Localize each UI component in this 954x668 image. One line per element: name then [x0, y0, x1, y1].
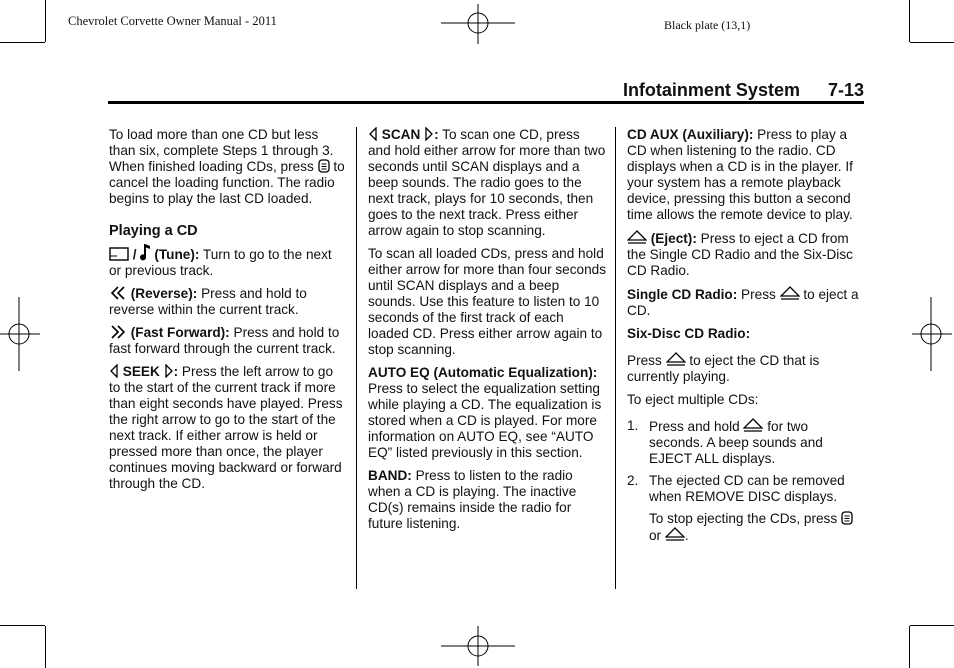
- text: To load more than one CD but less than six, complete Steps 1 through 3. When finished loading CDs, press: [109, 127, 334, 174]
- text: To stop ejecting the CDs, press: [649, 511, 838, 526]
- fast-forward-icon: [109, 325, 127, 339]
- six-disc-heading: Six-Disc CD Radio:: [627, 326, 751, 341]
- load-button-icon: [841, 511, 853, 525]
- autoeq-label: AUTO EQ (Automatic Equalization):: [368, 365, 598, 380]
- text: Press and hold: [649, 419, 740, 434]
- text: to cancel the loading function. The radio begins to play the last CD loaded.: [109, 159, 345, 206]
- eject-icon: [627, 230, 647, 245]
- paragraph: To scan all loaded CDs, press and hold either arrow for more than four seconds until SCAN displays and a beep sounds. Use this feature to listen to 10 seconds of the first track of each loaded CD. Press either arrow again to stop scanning.: [368, 246, 607, 357]
- scan-label: SCAN: [381, 127, 421, 142]
- music-note-icon: [137, 243, 151, 261]
- text: Press the left arrow to go to the start of the current track if more than eight seconds have played. Press the right arrow to go to the start of the next track. If either arrow is held or pressed more than once, the player continues moving backward or forward through the CD.: [109, 364, 343, 491]
- paragraph: [109, 127, 347, 207]
- paragraph: [627, 511, 864, 544]
- paragraph: [627, 230, 864, 279]
- step-number: 2.: [627, 473, 639, 488]
- eject-icon: [666, 352, 686, 367]
- paragraph: [109, 325, 347, 357]
- paragraph: To eject multiple CDs:: [627, 392, 759, 407]
- colon: :: [173, 364, 179, 379]
- text: Turn to go to the next or previous track.: [109, 247, 332, 278]
- section-header: [600, 80, 864, 101]
- text: Press: [627, 353, 662, 368]
- text: for two seconds. A beep sounds and EJECT ALL displays.: [649, 419, 823, 466]
- section-title: Infotainment System: [622, 80, 800, 100]
- registration-mark: [441, 4, 515, 44]
- crop-mark: [910, 625, 954, 626]
- seek-right-arrow-icon: [164, 364, 174, 378]
- registration-mark: [441, 626, 515, 666]
- crop-mark: [0, 625, 45, 626]
- band-label: BAND:: [368, 468, 412, 483]
- text: Press: [741, 287, 776, 302]
- crop-mark: [909, 0, 910, 42]
- cdaux-label: CD AUX (Auxiliary):: [627, 127, 754, 142]
- eject-steps-list: [627, 418, 864, 505]
- tune-square-icon: [109, 247, 129, 261]
- text: or: [649, 528, 662, 543]
- crop-mark: [909, 626, 910, 668]
- scan-left-arrow-icon: [368, 127, 378, 141]
- crop-mark: [0, 42, 45, 43]
- paragraph: [627, 127, 864, 223]
- list-item: [627, 473, 864, 505]
- page-number: 7-13: [827, 80, 864, 100]
- column-divider: [356, 127, 357, 589]
- paragraph: / (Tune): Turn to go to the next or previous track.: [109, 243, 347, 279]
- header-rule: [108, 101, 864, 104]
- seek-label: SEEK: [122, 364, 160, 379]
- crop-mark: [910, 42, 954, 43]
- reverse-icon: [109, 286, 127, 300]
- crop-mark: [45, 626, 46, 668]
- text: Press to listen to the radio when a CD is playing. The inactive CD(s) remains inside the radio for future listening.: [368, 468, 577, 531]
- column-3: [627, 127, 864, 551]
- paragraph: [368, 365, 606, 461]
- tune-label: (Tune):: [154, 247, 200, 262]
- text: .: [684, 528, 689, 543]
- column-2: [368, 127, 606, 539]
- colon: :: [434, 127, 439, 142]
- text: to eject the CD that is currently playing.: [627, 353, 820, 384]
- paragraph: [109, 286, 347, 318]
- playing-heading: Playing a CD: [109, 223, 198, 239]
- step-text: [649, 418, 864, 467]
- eject-icon: [665, 527, 685, 542]
- paragraph: [109, 364, 347, 492]
- registration-mark: [0, 297, 40, 371]
- plate-label: Black plate (13,1): [664, 18, 751, 32]
- single-cd-label: Single CD Radio:: [627, 287, 738, 302]
- text: Press to play a CD when listening to the radio. CD displays when a CD is in the player. If your system has a remote playback device, pressing this button a second time allows the remote device to play.: [627, 127, 853, 222]
- text: Press and hold to reverse within the current track.: [109, 286, 307, 317]
- load-button-icon: [318, 159, 330, 173]
- list-item: [627, 418, 864, 467]
- paragraph: [627, 352, 864, 385]
- paragraph: [627, 286, 864, 319]
- step-text: The ejected CD can be removed when REMOVE DISC displays.: [649, 473, 845, 504]
- paragraph: [368, 127, 606, 239]
- paragraph: [368, 468, 606, 532]
- scan-right-arrow-icon: [424, 127, 434, 141]
- column-divider: [615, 127, 616, 589]
- text: Press and hold to fast forward through the current track.: [109, 325, 340, 356]
- crop-mark: [45, 0, 46, 42]
- reverse-label: (Reverse):: [130, 286, 198, 301]
- text: Press to eject a CD from the Single CD Radio and the Six-Disc CD Radio.: [627, 231, 853, 278]
- eject-icon: [743, 418, 763, 433]
- column-1: [109, 127, 347, 499]
- manual-title: Chevrolet Corvette Owner Manual - 2011: [68, 14, 277, 28]
- step-number: 1.: [627, 418, 639, 433]
- seek-left-arrow-icon: [109, 364, 119, 378]
- registration-mark: [912, 297, 952, 371]
- text: to eject a CD.: [627, 287, 859, 318]
- eject-icon: [780, 286, 800, 301]
- eject-label: (Eject):: [650, 231, 697, 246]
- ff-label: (Fast Forward):: [130, 325, 230, 340]
- text: Press to select the equalization setting while playing a CD. The equalization is stored when a CD is played. For more information on AUTO EQ, see “AUTO EQ” listed previously in this section.: [368, 381, 602, 460]
- text: To scan one CD, press and hold either arrow for more than two seconds until SCAN displays and a beep sounds. The radio goes to the next track, plays for 10 seconds, then goes to the next track. Press either arrow again to stop scanning.: [368, 127, 606, 238]
